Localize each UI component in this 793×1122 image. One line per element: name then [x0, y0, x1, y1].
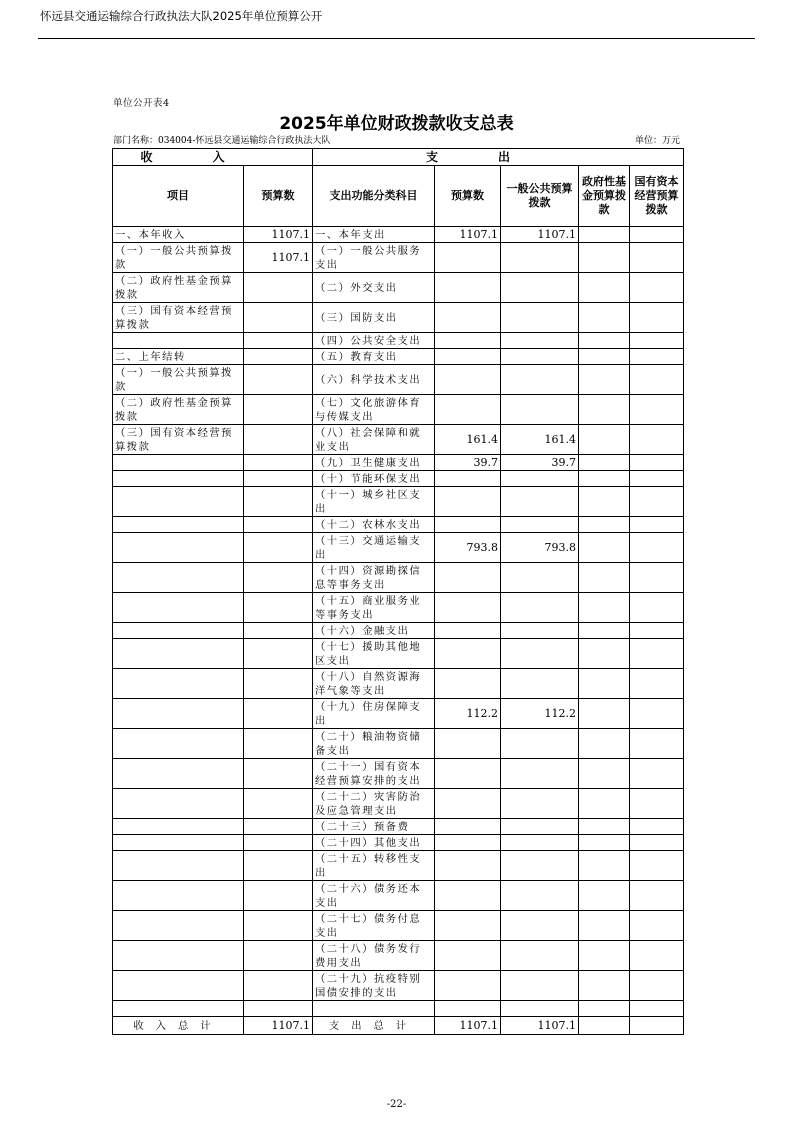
income-amount: [244, 593, 313, 623]
expense-item: （十六）金融支出: [313, 623, 435, 639]
table-row: [113, 471, 684, 487]
income-item: 一、本年收入: [113, 227, 244, 243]
expense-item: （三）国防支出: [313, 303, 435, 333]
capital-total-amount: [630, 1017, 684, 1035]
gov-fund-amount: [579, 517, 630, 533]
expense-amount: [435, 623, 501, 639]
general-budget-amount: [501, 471, 579, 487]
income-item: [113, 487, 244, 517]
income-item: （二）政府性基金预算拨款: [113, 395, 244, 425]
general-budget-amount: [501, 395, 579, 425]
expense-item: （二十五）转移性支出: [313, 851, 435, 881]
general-budget-amount: [501, 273, 579, 303]
income-item: [113, 699, 244, 729]
expense-amount: [435, 851, 501, 881]
state-capital-amount: [630, 487, 684, 517]
gov-fund-amount: [579, 759, 630, 789]
income-item: [113, 563, 244, 593]
table-row: [113, 911, 684, 941]
income-item: [113, 911, 244, 941]
table-row: [113, 487, 684, 517]
state-capital-amount: [630, 563, 684, 593]
income-amount: [244, 273, 313, 303]
general-budget-amount: [501, 563, 579, 593]
general-budget-amount: [501, 851, 579, 881]
gov-fund-amount: [579, 349, 630, 365]
expense-item: （十七）援助其他地区支出: [313, 639, 435, 669]
table-row: [113, 593, 684, 623]
state-capital-amount: [630, 851, 684, 881]
income-amount: 1107.1: [244, 243, 313, 273]
gov-fund-amount: [579, 911, 630, 941]
income-item: [113, 759, 244, 789]
expense-amount: 161.4: [435, 425, 501, 455]
expense-amount: [435, 819, 501, 835]
gov-fund-amount: [579, 333, 630, 349]
gov-fund-amount: [579, 639, 630, 669]
income-item: （一）一般公共预算拨款: [113, 365, 244, 395]
income-item: （一）一般公共预算拨款: [113, 243, 244, 273]
expense-item: （十二）农林水支出: [313, 517, 435, 533]
fund-total-amount: [579, 1017, 630, 1035]
income-amount: [244, 395, 313, 425]
expense-item: （二十四）其他支出: [313, 835, 435, 851]
table-row: [113, 851, 684, 881]
expense-amount: [435, 365, 501, 395]
general-budget-amount: [501, 333, 579, 349]
col-func-class: 支出功能分类科目: [313, 166, 435, 227]
state-capital-amount: [630, 699, 684, 729]
income-amount: [244, 941, 313, 971]
table-row: [113, 639, 684, 669]
gov-fund-amount: [579, 425, 630, 455]
state-capital-amount: [630, 303, 684, 333]
state-capital-amount: [630, 455, 684, 471]
state-capital-amount: [630, 243, 684, 273]
general-budget-amount: [501, 669, 579, 699]
income-amount: [244, 699, 313, 729]
gov-fund-amount: [579, 729, 630, 759]
general-budget-amount: [501, 303, 579, 333]
income-amount: [244, 669, 313, 699]
table-row: [113, 835, 684, 851]
income-amount: [244, 425, 313, 455]
table-row: [113, 517, 684, 533]
income-amount: [244, 487, 313, 517]
income-amount: [244, 819, 313, 835]
gov-fund-amount: [579, 669, 630, 699]
gov-fund-amount: [579, 971, 630, 1001]
general-budget-amount: [501, 517, 579, 533]
col-general-budget: 一般公共预算拨款: [501, 166, 579, 227]
table-row: [113, 303, 684, 333]
table-row: [113, 971, 684, 1001]
income-item: [113, 941, 244, 971]
income-item: [113, 471, 244, 487]
income-item: [113, 729, 244, 759]
page-number: -22-: [386, 1099, 407, 1110]
general-budget-amount: [501, 759, 579, 789]
income-item: [113, 333, 244, 349]
expense-amount: [435, 243, 501, 273]
table-row: [113, 729, 684, 759]
income-amount: [244, 623, 313, 639]
gov-fund-amount: [579, 395, 630, 425]
col-item: 项目: [113, 166, 244, 227]
gov-fund-amount: [579, 227, 630, 243]
total-row: [113, 1017, 684, 1035]
expense-item: （二十八）债务发行费用支出: [313, 941, 435, 971]
state-capital-amount: [630, 759, 684, 789]
income-section-header: 收入: [113, 149, 313, 166]
general-budget-amount: [501, 487, 579, 517]
state-capital-amount: [630, 349, 684, 365]
expense-item: （十）节能环保支出: [313, 471, 435, 487]
general-budget-amount: 1107.1: [501, 227, 579, 243]
table-row: [113, 759, 684, 789]
col-income-budget: 预算数: [244, 166, 313, 227]
gov-fund-amount: [579, 851, 630, 881]
table-row: [113, 699, 684, 729]
income-amount: [244, 971, 313, 1001]
expense-amount: [435, 593, 501, 623]
expense-amount: [435, 303, 501, 333]
table-row: [113, 819, 684, 835]
expense-amount: [435, 835, 501, 851]
table-row: [113, 227, 684, 243]
general-budget-amount: [501, 349, 579, 365]
expense-amount: [435, 333, 501, 349]
table-row: [113, 941, 684, 971]
state-capital-amount: [630, 395, 684, 425]
general-budget-amount: [501, 365, 579, 395]
income-item: 二、上年结转: [113, 349, 244, 365]
income-amount: [244, 517, 313, 533]
income-amount: [244, 835, 313, 851]
income-total-label: 收入总计: [113, 1017, 244, 1035]
expense-amount: [435, 349, 501, 365]
state-capital-amount: [630, 623, 684, 639]
expense-amount: [435, 395, 501, 425]
state-capital-amount: [630, 669, 684, 699]
expense-total-amount: 1107.1: [435, 1017, 501, 1035]
income-item: [113, 881, 244, 911]
gov-fund-amount: [579, 881, 630, 911]
col-state-capital: 国有资本经营预算拨款: [630, 166, 684, 227]
general-budget-amount: 161.4: [501, 425, 579, 455]
income-item: [113, 639, 244, 669]
state-capital-amount: [630, 881, 684, 911]
expense-amount: [435, 517, 501, 533]
table-row: [113, 425, 684, 455]
expense-item: （二十一）国有资本经营预算安排的支出: [313, 759, 435, 789]
table-row: [113, 669, 684, 699]
expense-amount: [435, 1001, 501, 1017]
expense-amount: 1107.1: [435, 227, 501, 243]
table-row: [113, 349, 684, 365]
income-amount: 1107.1: [244, 227, 313, 243]
gov-fund-amount: [579, 365, 630, 395]
gov-fund-amount: [579, 533, 630, 563]
gov-fund-amount: [579, 835, 630, 851]
unit-label: 单位：万元: [634, 136, 680, 146]
state-capital-amount: [630, 227, 684, 243]
table-row: [113, 243, 684, 273]
general-budget-amount: [501, 819, 579, 835]
general-budget-amount: [501, 941, 579, 971]
income-amount: [244, 759, 313, 789]
general-budget-amount: [501, 639, 579, 669]
expense-amount: 112.2: [435, 699, 501, 729]
state-capital-amount: [630, 729, 684, 759]
table-row: [113, 623, 684, 639]
expense-item: （八）社会保障和就业支出: [313, 425, 435, 455]
state-capital-amount: [630, 789, 684, 819]
state-capital-amount: [630, 333, 684, 349]
income-amount: [244, 789, 313, 819]
expense-amount: [435, 759, 501, 789]
header-divider: [38, 38, 755, 39]
general-budget-amount: [501, 729, 579, 759]
expense-amount: [435, 941, 501, 971]
expense-item: （一）一般公共服务支出: [313, 243, 435, 273]
general-budget-amount: 39.7: [501, 455, 579, 471]
income-item: [113, 971, 244, 1001]
income-amount: [244, 563, 313, 593]
general-budget-amount: [501, 1001, 579, 1017]
expense-item: （二十）粮油物资储备支出: [313, 729, 435, 759]
department-name: 部门名称：034004-怀远县交通运输综合行政执法大队: [113, 136, 331, 146]
state-capital-amount: [630, 971, 684, 1001]
gov-fund-amount: [579, 699, 630, 729]
table-row: [113, 333, 684, 349]
general-budget-amount: [501, 789, 579, 819]
expense-amount: [435, 273, 501, 303]
income-amount: [244, 303, 313, 333]
gov-fund-amount: [579, 243, 630, 273]
expense-amount: [435, 911, 501, 941]
expense-item: （十八）自然资源海洋气象等支出: [313, 669, 435, 699]
gov-fund-amount: [579, 563, 630, 593]
income-item: [113, 1001, 244, 1017]
expense-total-label: 支出总计: [313, 1017, 435, 1035]
state-capital-amount: [630, 941, 684, 971]
income-item: （三）国有资本经营预算拨款: [113, 425, 244, 455]
col-gov-fund: 政府性基金预算拨款: [579, 166, 630, 227]
expense-item: （二十二）灾害防治及应急管理支出: [313, 789, 435, 819]
table-row: [113, 881, 684, 911]
expense-amount: [435, 729, 501, 759]
income-amount: [244, 471, 313, 487]
table-row: [113, 533, 684, 563]
gov-fund-amount: [579, 623, 630, 639]
income-item: [113, 623, 244, 639]
gov-fund-amount: [579, 819, 630, 835]
expense-item: （十四）资源勘探信息等事务支出: [313, 563, 435, 593]
expense-amount: [435, 971, 501, 1001]
gov-fund-amount: [579, 789, 630, 819]
state-capital-amount: [630, 593, 684, 623]
expense-item: [313, 1001, 435, 1017]
expense-item: 一、本年支出: [313, 227, 435, 243]
income-item: （二）政府性基金预算拨款: [113, 273, 244, 303]
gov-fund-amount: [579, 1001, 630, 1017]
income-amount: [244, 533, 313, 563]
expense-section-header: 支出: [313, 149, 684, 166]
gov-fund-amount: [579, 303, 630, 333]
expense-amount: [435, 563, 501, 593]
budget-table: [112, 148, 684, 1035]
table-row: [113, 273, 684, 303]
income-item: [113, 455, 244, 471]
expense-amount: [435, 881, 501, 911]
expense-amount: [435, 669, 501, 699]
general-budget-amount: 793.8: [501, 533, 579, 563]
expense-item: （五）教育支出: [313, 349, 435, 365]
income-amount: [244, 881, 313, 911]
income-item: [113, 669, 244, 699]
gov-fund-amount: [579, 941, 630, 971]
expense-amount: [435, 487, 501, 517]
expense-item: （七）文化旅游体育与传媒支出: [313, 395, 435, 425]
gov-fund-amount: [579, 487, 630, 517]
table-row: [113, 789, 684, 819]
expense-item: （二）外交支出: [313, 273, 435, 303]
income-amount: [244, 333, 313, 349]
state-capital-amount: [630, 273, 684, 303]
income-amount: [244, 455, 313, 471]
general-budget-amount: [501, 911, 579, 941]
general-total-amount: 1107.1: [501, 1017, 579, 1035]
expense-item: （十三）交通运输支出: [313, 533, 435, 563]
gov-fund-amount: [579, 471, 630, 487]
income-item: [113, 517, 244, 533]
general-budget-amount: [501, 593, 579, 623]
general-budget-amount: [501, 243, 579, 273]
expense-amount: 39.7: [435, 455, 501, 471]
income-item: [113, 789, 244, 819]
state-capital-amount: [630, 471, 684, 487]
expense-item: （二十九）抗疫特别国债安排的支出: [313, 971, 435, 1001]
expense-amount: [435, 639, 501, 669]
expense-item: （十九）住房保障支出: [313, 699, 435, 729]
general-budget-amount: 112.2: [501, 699, 579, 729]
table-row: [113, 563, 684, 593]
expense-amount: [435, 789, 501, 819]
table-row: [113, 365, 684, 395]
table-row: [113, 455, 684, 471]
income-item: [113, 819, 244, 835]
income-item: [113, 533, 244, 563]
state-capital-amount: [630, 1001, 684, 1017]
income-amount: [244, 851, 313, 881]
gov-fund-amount: [579, 455, 630, 471]
general-budget-amount: [501, 881, 579, 911]
col-expense-budget: 预算数: [435, 166, 501, 227]
income-amount: [244, 365, 313, 395]
expense-amount: [435, 471, 501, 487]
gov-fund-amount: [579, 593, 630, 623]
table-number: 单位公开表4: [113, 98, 170, 109]
expense-item: （九）卫生健康支出: [313, 455, 435, 471]
income-amount: [244, 911, 313, 941]
table-row: [113, 395, 684, 425]
income-amount: [244, 639, 313, 669]
state-capital-amount: [630, 517, 684, 533]
state-capital-amount: [630, 425, 684, 455]
expense-item: （二十三）预备费: [313, 819, 435, 835]
state-capital-amount: [630, 819, 684, 835]
gov-fund-amount: [579, 273, 630, 303]
page-title: 2025年单位财政拨款收支总表: [279, 114, 514, 134]
expense-item: （十一）城乡社区支出: [313, 487, 435, 517]
income-amount: [244, 1001, 313, 1017]
expense-item: （四）公共安全支出: [313, 333, 435, 349]
income-item: [113, 851, 244, 881]
expense-item: （二十七）债务付息支出: [313, 911, 435, 941]
expense-amount: 793.8: [435, 533, 501, 563]
document-header: 怀远县交通运输综合行政执法大队2025年单位预算公开: [40, 9, 323, 23]
expense-item: （十五）商业服务业等事务支出: [313, 593, 435, 623]
general-budget-amount: [501, 623, 579, 639]
general-budget-amount: [501, 835, 579, 851]
state-capital-amount: [630, 835, 684, 851]
general-budget-amount: [501, 971, 579, 1001]
expense-item: （六）科学技术支出: [313, 365, 435, 395]
expense-item: （二十六）债务还本支出: [313, 881, 435, 911]
state-capital-amount: [630, 533, 684, 563]
table-row: [113, 1001, 684, 1017]
income-total-amount: 1107.1: [244, 1017, 313, 1035]
income-item: [113, 835, 244, 851]
income-amount: [244, 729, 313, 759]
income-item: （三）国有资本经营预算拨款: [113, 303, 244, 333]
income-amount: [244, 349, 313, 365]
state-capital-amount: [630, 639, 684, 669]
state-capital-amount: [630, 365, 684, 395]
income-item: [113, 593, 244, 623]
state-capital-amount: [630, 911, 684, 941]
